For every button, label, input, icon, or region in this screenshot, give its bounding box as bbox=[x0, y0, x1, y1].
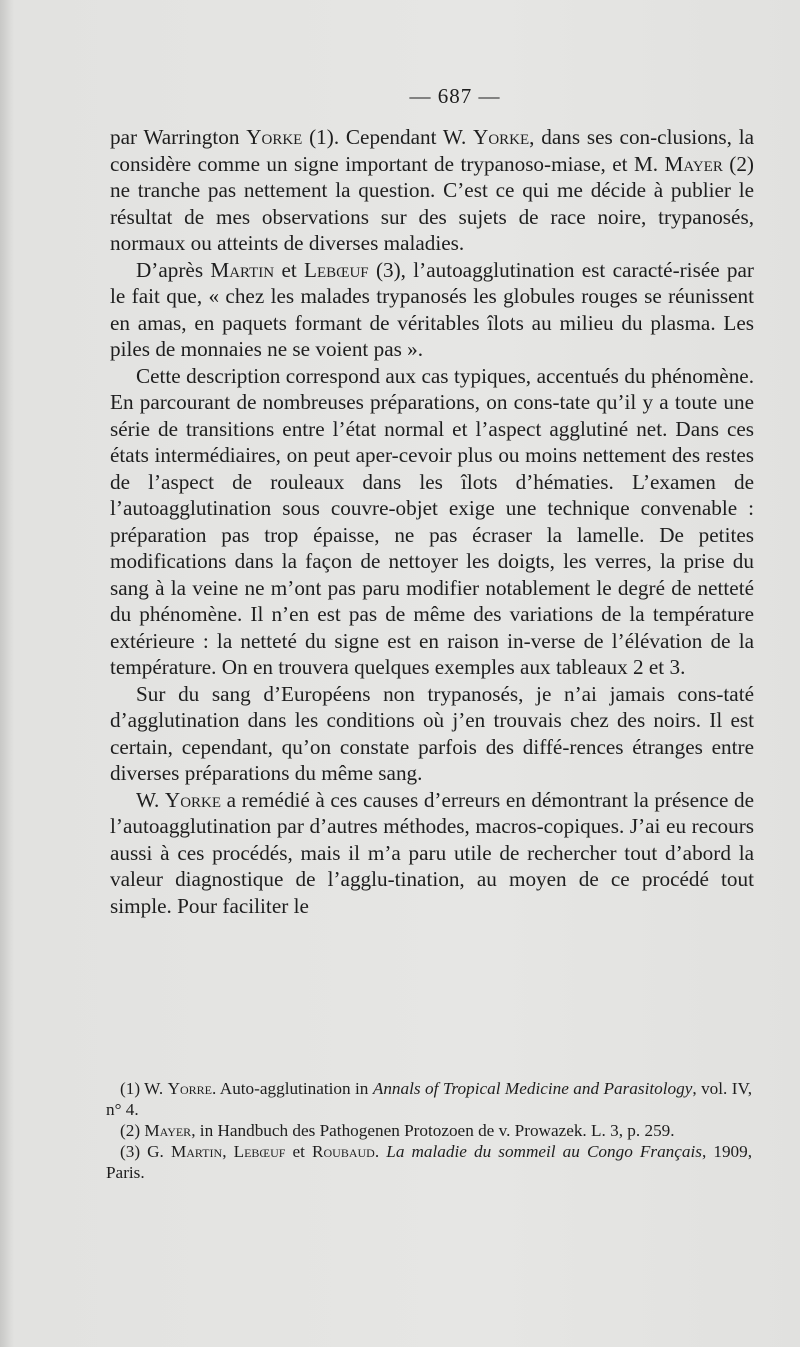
text-run: Cette description correspond aux cas typiques, accentués du phénomène. En parcourant de nombreuses préparations, on cons-tate qu’il y a toute une série de transitions entre l’état normal et l’aspect agglutiné net. Dans ces états intermédiaires, on peut aper-cevoir plus ou moins nettement des restes de l’aspect de rouleaux dans les îlots d’hématies. L’examen de l’autoagglutination sous couvre-objet exige une technique convenable : préparation pas trop épaisse, ne pas écraser la lamelle. De petites modifications dans la façon de nettoyer les doigts, les verres, la prise du sang à la veine ne m’ont pas paru modifier notablement le degré de netteté du phénomène. Il n’en est pas de même des variations de la température extérieure : la netteté du signe est en raison in-verse de l’élévation de la température. On en trouvera quelques exemples aux tableaux 2 et 3. bbox=[110, 363, 754, 679]
author-name: Martin bbox=[170, 1142, 223, 1161]
page-number: — 687 — bbox=[409, 84, 501, 108]
author-name: Mayer bbox=[144, 1121, 192, 1140]
text-run: , in Handbuch des Pathogenen Protozoen de v. Prowazek. L. 3, p. 259. bbox=[191, 1121, 675, 1140]
italic-title: La maladie du sommeil au Congo Français bbox=[386, 1142, 702, 1161]
author-name: Mayer bbox=[664, 151, 723, 176]
paragraph bbox=[110, 681, 754, 787]
text-run: et bbox=[285, 1142, 313, 1161]
text-run: , 1909, Paris. bbox=[106, 1142, 753, 1182]
text-run: (2) ne tranche pas nettement la question. C’est ce qui me décide à publier le résultat de mes observations sur des sujets de race noire, trypanosés, normaux ou atteints de diverses maladies. bbox=[110, 151, 754, 255]
author-name: Roubaud bbox=[312, 1142, 375, 1161]
author-name: Yorke bbox=[164, 787, 222, 812]
footnote bbox=[106, 1120, 752, 1141]
author-name: Lebœuf bbox=[304, 257, 369, 282]
text-run: par Warrington bbox=[110, 125, 247, 149]
text-run: a remédié à ces causes d’erreurs en démontrant la présence de l’autoagglutination par d’autres méthodes, macros-copiques. J’ai eu recours aussi à ces procédés, mais il m’a paru utile de rechercher tout d’abord la valeur diagnostique de l’agglu-tination, au moyen de ce procédé tout simple. Pour faciliter le bbox=[110, 787, 754, 918]
footnotes bbox=[106, 1078, 752, 1183]
text-run: et bbox=[274, 257, 305, 282]
footnote bbox=[106, 1141, 752, 1183]
paragraph bbox=[110, 787, 754, 920]
author-name: Yorke bbox=[246, 125, 303, 149]
text-run: (3) G. bbox=[120, 1142, 171, 1161]
text-run: (2) bbox=[120, 1121, 145, 1140]
text-run: , dans ses con-clusions, la considère comme un signe important de trypanoso-miase, et M. bbox=[110, 125, 754, 176]
paragraph bbox=[110, 363, 754, 681]
italic-title: Annals of Tropical Medicine and Parasitology bbox=[372, 1079, 693, 1098]
text-run: (3), l’autoagglutination est caracté-risée par le fait que, « chez les malades trypanosés les globules rouges se réunissent en amas, en paquets formant de véritables îlots au milieu du plasma. Les piles de monnaies ne se voient pas ». bbox=[110, 257, 754, 361]
text-run: W. bbox=[136, 787, 165, 812]
text-run: (1). Cependant W. bbox=[302, 125, 474, 149]
author-name: Yorre bbox=[167, 1079, 212, 1098]
paragraph bbox=[110, 257, 754, 363]
text-run: Sur du sang d’Européens non trypanosés, je n’ai jamais cons-taté d’agglutination dans les conditions où j’en trouvais chez des noirs. Il est certain, cependant, qu’on constate parfois des diffé-rences étranges entre diverses préparations du même sang. bbox=[110, 681, 754, 785]
author-name: Lebœuf bbox=[233, 1142, 286, 1161]
text-run: (1) W. bbox=[120, 1079, 168, 1098]
author-name: Yorke bbox=[473, 125, 530, 149]
text-run: , vol. IV, n° 4. bbox=[106, 1079, 752, 1119]
text-run: . bbox=[374, 1142, 387, 1161]
footnote bbox=[106, 1078, 752, 1120]
text-run: , bbox=[222, 1142, 234, 1161]
author-name: Martin bbox=[210, 257, 275, 282]
body-text bbox=[110, 124, 754, 919]
paragraph bbox=[110, 124, 754, 257]
text-run: . Auto-agglutination in bbox=[211, 1079, 373, 1098]
text-run: D’après bbox=[136, 257, 211, 282]
